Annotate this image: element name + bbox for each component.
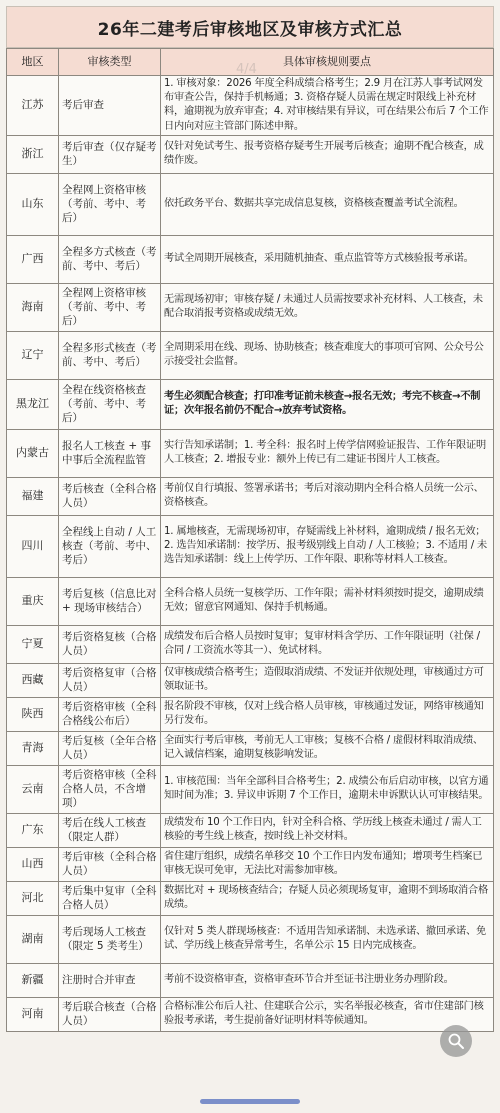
table-row: [7, 173, 494, 235]
cell-region: 浙江: [7, 135, 59, 173]
table-row: [7, 577, 494, 625]
table-row: [7, 76, 494, 136]
table-row: [7, 963, 494, 997]
cell-type: 报名人工核查 + 事中事后全流程监管: [59, 429, 161, 477]
cell-rules: 1. 审核范围：当年全部科目合格考生；2. 成绩公布后启动审核，以官方通知时间为准；3. 异议申诉期 7 个工作日，逾期未申诉默认认可审核结果。: [161, 765, 494, 813]
table-row: [7, 235, 494, 283]
cell-rules: 1. 属地核查，无需现场初审，存疑需线上补材料，逾期成绩 / 报名无效；2. 选告知承诺制：按学历、报考级别线上自动 / 人工核验；3. 不适用 / 未选告知承诺制：线上上传学历、工作年限、职称等材料人工核查。: [161, 515, 494, 577]
cell-region: 山西: [7, 847, 59, 881]
cell-rules: 实行告知承诺制；1. 考全科：报名时上传学信网验证报告、工作年限证明人工核查；2. 增报专业：额外上传已有二建证书图片人工核查。: [161, 429, 494, 477]
cell-region: 宁夏: [7, 625, 59, 663]
cell-region: 重庆: [7, 577, 59, 625]
page-indicator: 4/4: [236, 62, 257, 77]
cell-type: 注册时合并审查: [59, 963, 161, 997]
cell-rules: 依托政务平台、数据共享完成信息复核，资格核查覆盖考试全流程。: [161, 173, 494, 235]
zoom-button[interactable]: [440, 1025, 472, 1057]
header-region: 地区: [7, 49, 59, 76]
cell-region: 云南: [7, 765, 59, 813]
cell-type: 考后审查: [59, 76, 161, 136]
table-row: [7, 997, 494, 1031]
cell-region: 内蒙古: [7, 429, 59, 477]
cell-type: 考后资格复核（合格人员）: [59, 625, 161, 663]
table-row: [7, 915, 494, 963]
cell-type: 全程多形式核查（考前、考中、考后）: [59, 331, 161, 379]
cell-type: 考后资格审核（全科合格人员，不含增项）: [59, 765, 161, 813]
home-indicator[interactable]: [200, 1099, 300, 1104]
cell-rules: 1. 审核对象：2026 年度全科成绩合格考生；2.9 月在江苏人事考试网发布审查公告，保持手机畅通；3. 资格存疑人员需在规定时限线上补充材料，逾期视为放弃审查；4. 对审核结果有异议，可在结果公布后 7 个工作日内向对应主管部门陈述申辩。: [161, 76, 494, 136]
cell-rules: 省住建厅组织，成绩名单移交 10 个工作日内发布通知；增项考生档案已审核无误可免审，无法比对需参加审核。: [161, 847, 494, 881]
bottom-bar: [0, 1089, 500, 1113]
cell-region: 广东: [7, 813, 59, 847]
cell-rules: 考前不设资格审查，资格审查环节合并至证书注册业务办理阶段。: [161, 963, 494, 997]
table-row: [7, 663, 494, 697]
cell-type: 考后在线人工核查（限定人群）: [59, 813, 161, 847]
cell-type: 考后复核（全年合格人员）: [59, 731, 161, 765]
cell-type: 全程网上资格审核（考前、考中、考后）: [59, 173, 161, 235]
cell-region: 河南: [7, 997, 59, 1031]
cell-region: 海南: [7, 283, 59, 331]
table-row: [7, 847, 494, 881]
cell-rules: 报名阶段不审核，仅对上线合格人员审核，审核通过发证，网络审核通知另行发布。: [161, 697, 494, 731]
cell-rules: 仅审核成绩合格考生；造假取消成绩、不发证并依规处理，审核通过方可领取证书。: [161, 663, 494, 697]
cell-region: 西藏: [7, 663, 59, 697]
cell-region: 四川: [7, 515, 59, 577]
cell-rules: 仅针对 5 类人群现场核查：不适用告知承诺制、未选承诺、撤回承诺、免试、学历线上核查异常考生，名单公示 15 日内完成核查。: [161, 915, 494, 963]
table-row: [7, 731, 494, 765]
cell-type: 考后资格复审（合格人员）: [59, 663, 161, 697]
table-row: [7, 429, 494, 477]
table-row: [7, 625, 494, 663]
table-row: [7, 813, 494, 847]
summary-table: [6, 48, 494, 1032]
cell-type: 考后核查（全科合格人员）: [59, 477, 161, 515]
cell-rules: 成绩发布 10 个工作日内，针对全科合格、学历线上核查未通过 / 需人工核验的考生线上核查，按时线上补交材料。: [161, 813, 494, 847]
cell-type: 全程多方式核查（考前、考中、考后）: [59, 235, 161, 283]
cell-type: 全程在线资格核查（考前、考中、考后）: [59, 379, 161, 429]
cell-region: 陕西: [7, 697, 59, 731]
cell-region: 广西: [7, 235, 59, 283]
cell-rules: 考生必须配合核查；打印准考证前未核查→报名无效；考完不核查→不制证；次年报名前仍不配合→放弃考试资格。: [161, 379, 494, 429]
cell-region: 黑龙江: [7, 379, 59, 429]
cell-region: 江苏: [7, 76, 59, 136]
header-rules: 具体审核规则要点: [161, 49, 494, 76]
cell-rules: 无需现场初审；审核存疑 / 未通过人员需按要求补充材料、人工核查，未配合取消报考资格或成绩无效。: [161, 283, 494, 331]
cell-region: 湖南: [7, 915, 59, 963]
cell-rules: 全周期采用在线、现场、协助核查；核查难度大的事项可官网、公众号公示接受社会监督。: [161, 331, 494, 379]
header-type: 审核类型: [59, 49, 161, 76]
cell-rules: 考前仅自行填报、签署承诺书；考后对滚动期内全科合格人员统一公示、资格核查。: [161, 477, 494, 515]
cell-rules: 考试全周期开展核查，采用随机抽查、重点监管等方式核验报考承诺。: [161, 235, 494, 283]
cell-type: 考后复核（信息比对 + 现场审核结合）: [59, 577, 161, 625]
table-row: [7, 283, 494, 331]
cell-rules: 全科合格人员统一复核学历、工作年限；需补材料须按时提交，逾期成绩无效；留意官网通知、保持手机畅通。: [161, 577, 494, 625]
table-row: [7, 477, 494, 515]
cell-region: 青海: [7, 731, 59, 765]
cell-type: 考后集中复审（全科合格人员）: [59, 881, 161, 915]
table-row: [7, 765, 494, 813]
cell-rules: 数据比对 + 现场核查结合；存疑人员必须现场复审，逾期不到场取消合格成绩。: [161, 881, 494, 915]
table-body: [7, 76, 494, 1032]
cell-region: 河北: [7, 881, 59, 915]
table-row: [7, 379, 494, 429]
cell-type: 考后审查（仅存疑考生）: [59, 135, 161, 173]
cell-region: 辽宁: [7, 331, 59, 379]
page-title: 26年二建考后审核地区及审核方式汇总: [6, 6, 494, 48]
cell-type: 考后资格审核（全科合格线公布后）: [59, 697, 161, 731]
cell-rules: 全面实行考后审核，考前无人工审核；复核不合格 / 虚假材料取消成绩、记入诚信档案，逾期复核影响发证。: [161, 731, 494, 765]
cell-type: 全程网上资格审核（考前、考中、考后）: [59, 283, 161, 331]
cell-region: 山东: [7, 173, 59, 235]
cell-rules: 仅针对免试考生、报考资格存疑考生开展考后核查；逾期不配合核查，成绩作废。: [161, 135, 494, 173]
cell-region: 新疆: [7, 963, 59, 997]
table-row: [7, 331, 494, 379]
cell-type: 考后现场人工核查（限定 5 类考生）: [59, 915, 161, 963]
cell-type: 全程线上自动 / 人工核查（考前、考中、考后）: [59, 515, 161, 577]
cell-rules: 合格标准公布后人社、住建联合公示，实名举报必核查，省市住建部门核验报考承诺，考生提前备好证明材料等候通知。: [161, 997, 494, 1031]
cell-type: 考后联合核查（合格人员）: [59, 997, 161, 1031]
table-row: [7, 135, 494, 173]
table-row: [7, 515, 494, 577]
cell-rules: 成绩发布后合格人员按时复审；复审材料含学历、工作年限证明（社保 / 合同 / 工资流水等其一）、免试材料。: [161, 625, 494, 663]
cell-region: 福建: [7, 477, 59, 515]
table-row: [7, 881, 494, 915]
zoom-icon: [447, 1032, 465, 1050]
table-row: [7, 697, 494, 731]
cell-type: 考后审核（全科合格人员）: [59, 847, 161, 881]
